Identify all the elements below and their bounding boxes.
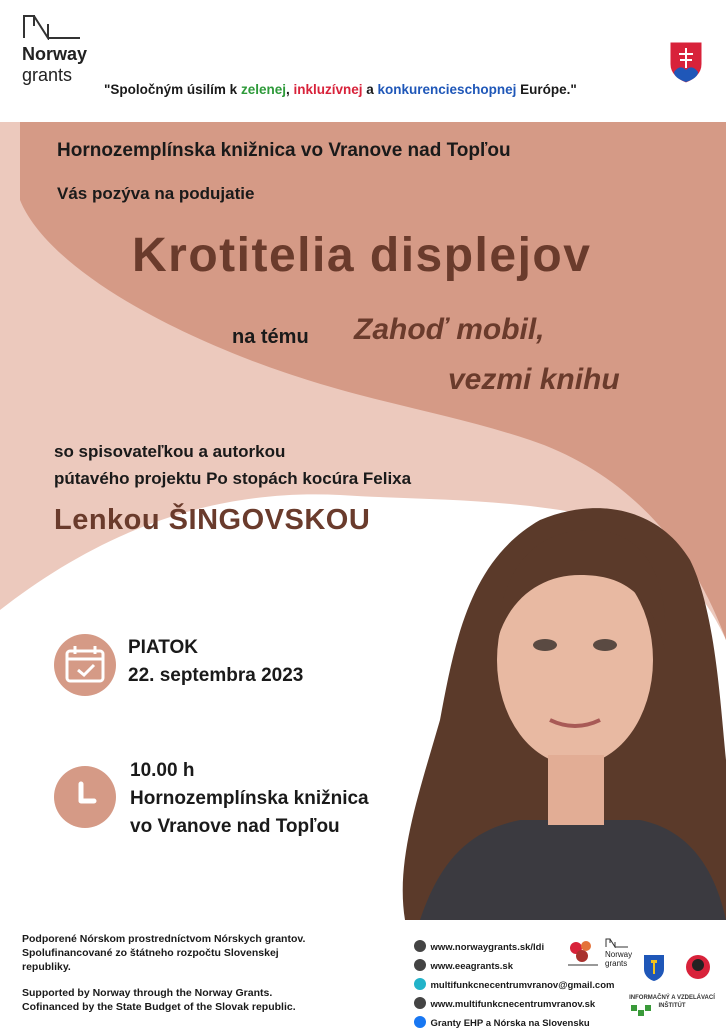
slovak-coat-of-arms-icon (668, 40, 704, 84)
clock-icon (54, 766, 116, 828)
knight-logo-icon (684, 952, 712, 982)
author-photo (403, 508, 726, 920)
logo-sub: grants (22, 65, 73, 85)
link-norwaygrants[interactable]: www.norwaygrants.sk/ldi (414, 937, 614, 956)
link-multifunkcne[interactable]: www.multifunkcnecentrumvranov.sk (414, 994, 614, 1013)
footer-en: Supported by Norway through the Norway Grants. Cofinanced by the State Budget of the Slovak republic. (22, 987, 296, 1013)
link-eeagrants[interactable]: www.eeagrants.sk (414, 956, 614, 975)
web-icon (414, 997, 426, 1009)
link-email[interactable]: multifunkcnecentrumvranov@gmail.com (414, 975, 614, 994)
logo-word: Norway (22, 44, 88, 64)
event-day: PIATOK (128, 637, 199, 658)
footer-sk: Podporené Nórskom prostredníctvom Nórskych grantov. Spolufinancované zo štátneho rozpočtu Slovenskej republiky. (22, 933, 306, 973)
invite-text: Vás pozýva na podujatie (57, 184, 255, 203)
institute-icon (630, 1004, 652, 1018)
city-coat-of-arms-icon (643, 954, 665, 982)
web-icon (414, 959, 426, 971)
norway-mini-icon (605, 938, 629, 948)
topic-line-1: Zahoď mobil, (354, 313, 545, 346)
event-date: 22. septembra 2023 (128, 665, 304, 686)
organizer: Hornozemplínska knižnica vo Vranove nad Topľou (57, 140, 511, 161)
topic-label: na tému (232, 326, 309, 348)
slogan: "Spoločným úsilím k zelenej, inkluzívnej a konkurencieschopnej Európe." (104, 82, 577, 97)
partner-logo-icon (566, 938, 600, 968)
event-time: 10.00 h (130, 760, 195, 781)
calendar-icon (54, 634, 116, 696)
event-place-2: vo Vranove nad Topľou (130, 816, 340, 837)
event-place-1: Hornozemplínska knižnica (130, 788, 369, 809)
event-title: Krotitelia displejov (132, 229, 592, 282)
mail-icon (414, 978, 426, 990)
author-name: Lenkou ŠINGOVSKOU (54, 504, 371, 536)
facebook-icon (414, 1016, 426, 1028)
topic-line-2: vezmi knihu (448, 363, 620, 396)
link-facebook[interactable]: Granty EHP a Nórska na Slovensku (414, 1013, 614, 1032)
partner-norway-logo: Norway grants (605, 938, 639, 968)
intro-line-2: pútavého projektu Po stopách kocúra Felixa (54, 469, 412, 488)
web-icon (414, 940, 426, 952)
intro-line-1: so spisovateľkou a autorkou (54, 442, 286, 461)
institute-logo: INFORMAČNÝ A VZDELÁVACÍ INŠTITÚT (629, 995, 715, 1009)
norway-grants-logo-icon (22, 12, 82, 40)
